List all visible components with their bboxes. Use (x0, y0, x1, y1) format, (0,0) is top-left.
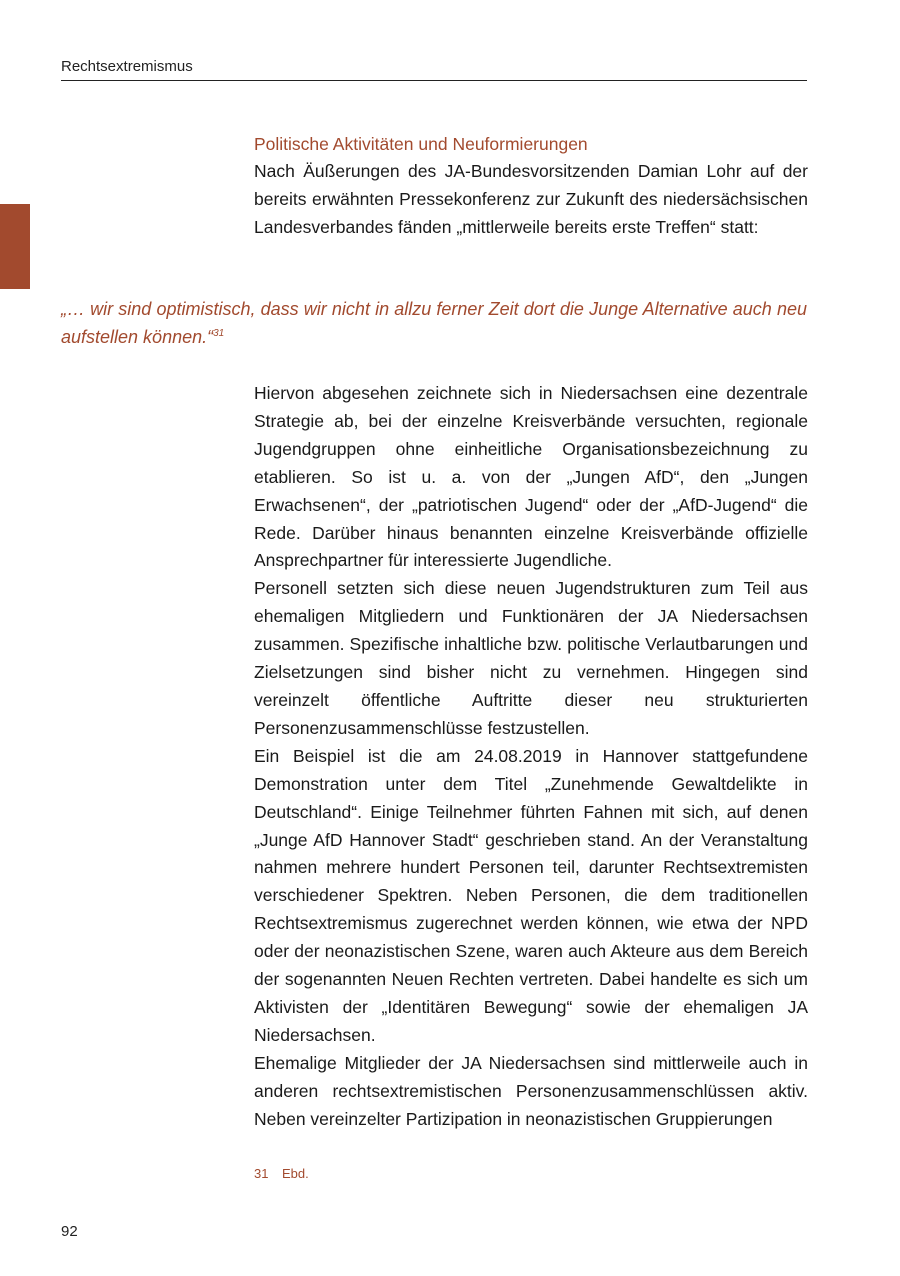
block-quote-text: „… wir sind optimistisch, dass wir nicht in allzu ferner Zeit dort die Junge Alternative auch neu aufstellen können.“ (61, 299, 807, 347)
main-body (254, 380, 808, 1133)
body-paragraph: Personell setzten sich diese neuen Jugendstrukturen zum Teil aus ehemaligen Mitgliedern und Funktionären der JA Niedersachsen zusammen. Spezifische inhaltliche bzw. politische Verlautbarungen und Zielsetzungen sind bisher nicht zu vernehmen. Hingegen sind vereinzelt öffentliche Auftritte dieser neu strukturierten Personenzusammenschlüsse festzustellen. (254, 578, 808, 738)
intro-paragraph (254, 158, 808, 242)
running-title: Rechtsextremismus (61, 58, 807, 81)
block-quote (61, 296, 807, 351)
page-number: 92 (61, 1223, 78, 1240)
section-heading: Politische Aktivitäten und Neuformierungen (254, 134, 588, 154)
body-paragraph: Ehemalige Mitglieder der JA Niedersachsen sind mittlerweile auch in anderen rechtsextremistischen Personenzusammenschlüssen aktiv. Neben vereinzelter Partizipation in neonazistischen Gruppierungen (254, 1052, 808, 1129)
footnote-text: Ebd. (282, 1166, 309, 1181)
footnote (254, 1166, 309, 1182)
body-paragraph: Hiervon abgesehen zeichnete sich in Niedersachsen eine dezentrale Strategie ab, bei der einzelne Kreisverbände versuchten, regionale Jugendgruppen ohne einheitliche Organisationsbezeichnung zu etablieren. So ist u. a. von der „Jungen AfD“, den „Jungen Erwachsenen“, der „patriotischen Jugend“ oder der „AfD-Jugend“ die Rede. Darüber hinaus benannten einzelne Kreisverbände offizielle Ansprechpartner für interessierte Jugendliche. (254, 383, 808, 571)
footnote-reference[interactable]: 31 (213, 327, 225, 339)
body-paragraph: Ein Beispiel ist die am 24.08.2019 in Hannover stattgefundene Demonstration unter dem Titel „Zunehmende Gewaltdelikte in Deutschland“. Einige Teilnehmer führten Fahnen mit sich, auf denen „Junge AfD Hannover Stadt“ geschrieben stand. An der Veranstaltung nahmen mehrere hundert Personen teil, darunter Rechtsextremisten verschiedener Spektren. Neben Personen, die dem traditionellen Rechtsextremismus zugerechnet werden können, wie etwa der NPD oder der neonazistischen Szene, waren auch Akteure aus dem Bereich der sogenannten Neuen Rechten vertreten. Dabei handelte es sich um Aktivisten der „Identitären Bewegung“ sowie der ehemaligen JA Niedersachsen. (254, 745, 808, 1045)
intro-paragraph-text: Nach Äußerungen des JA-Bundesvorsitzenden Damian Lohr auf der bereits erwähnten Pressekonferenz zur Zukunft des niedersächsischen Landesverbandes fänden „mittlerweile bereits erste Treffen“ statt: (254, 161, 808, 237)
chapter-tab-marker (0, 204, 30, 289)
footnote-number: 31 (254, 1166, 269, 1181)
